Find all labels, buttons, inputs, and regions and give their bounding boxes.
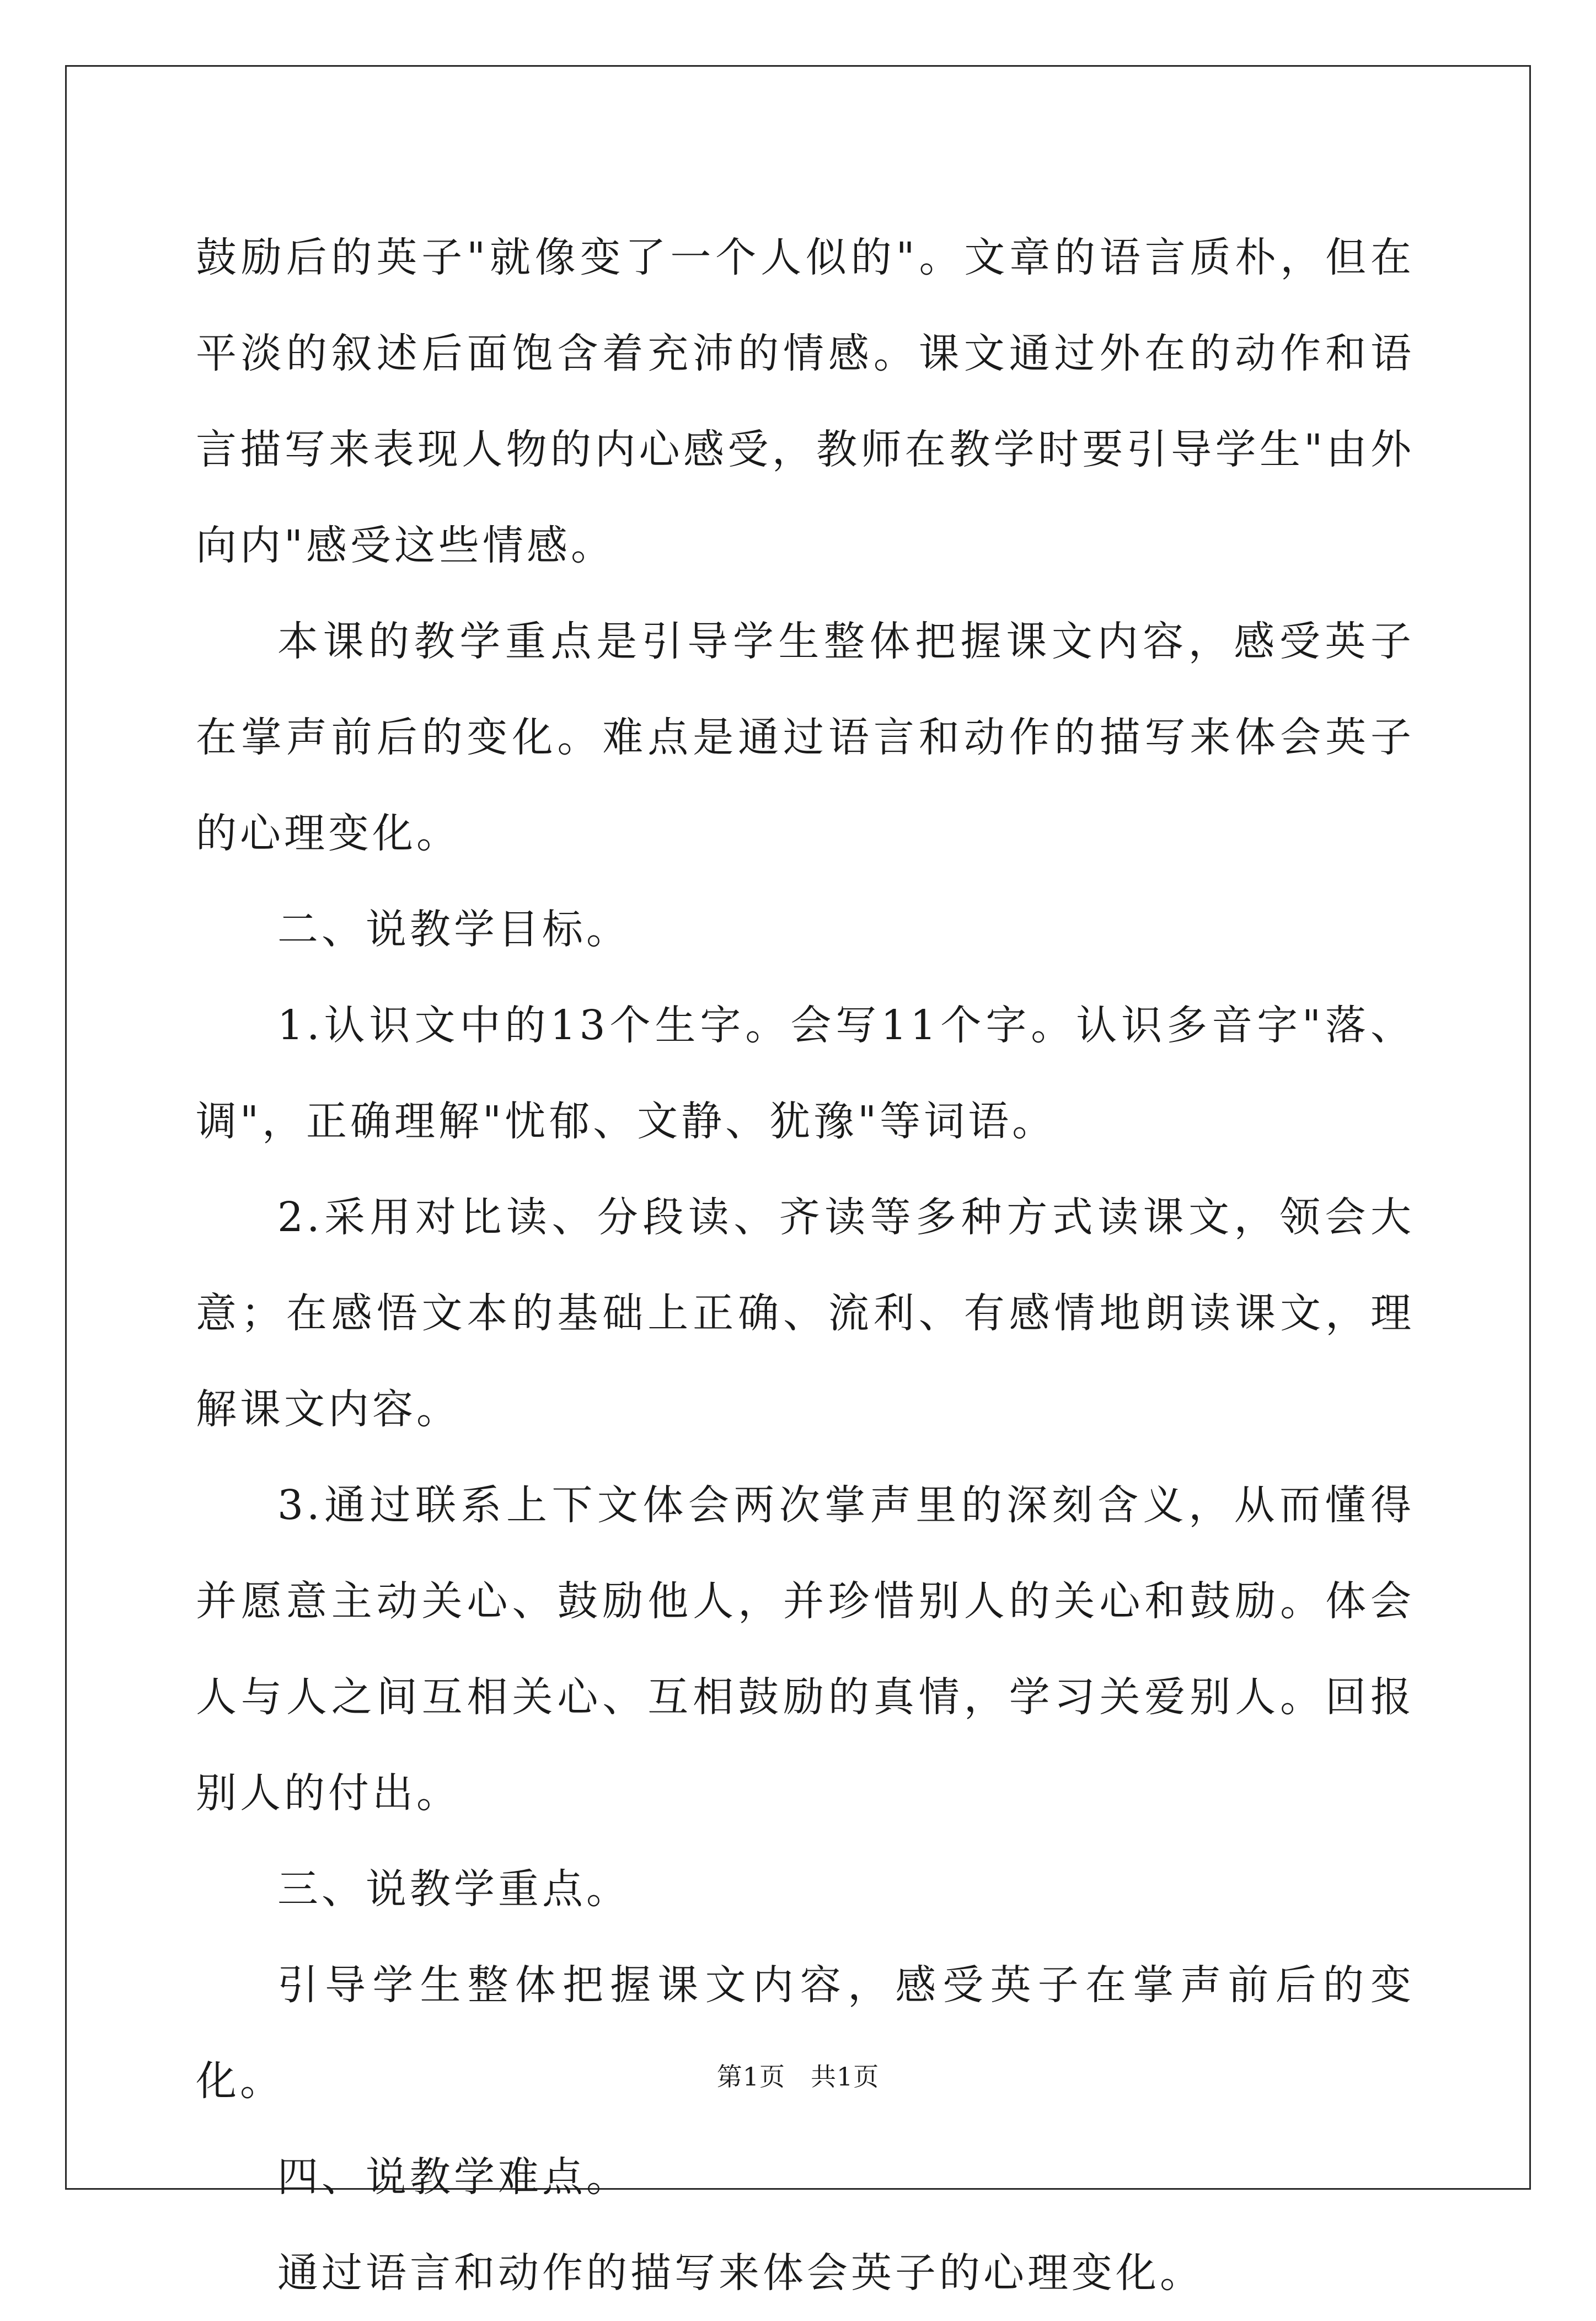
section-heading-key-points: 三、说教学重点。	[277, 1865, 630, 1913]
section-heading-difficulties: 四、说教学难点。	[277, 2153, 630, 2201]
objective-2: 2.采用对比读、分段读、齐读等多种方式读课文，领会大意；在感悟文本的基础上正确、流利、有感情地朗读课文，理解课文内容。	[196, 1194, 1415, 1433]
section-heading-objectives: 二、说教学目标。	[277, 906, 630, 953]
paragraph-2: 本课的教学重点是引导学生整体把握课文内容，感受英子在掌声前后的变化。难点是通过语言和动作的描写来体会英子的心理变化。	[196, 618, 1415, 857]
page-number: 第1页	[716, 2062, 785, 2092]
paragraph-1: 鼓励后的英子"就像变了一个人似的"。文章的语言质朴，但在平淡的叙述后面饱含着充沛的情感。课文通过外在的动作和语言描写来表现人物的内心感受，教师在教学时要引导学生"由外向内"感受这些情感。	[196, 234, 1415, 569]
objective-3: 3.通过联系上下文体会两次掌声里的深刻含义，从而懂得并愿意主动关心、鼓励他人，并珍惜别人的关心和鼓励。体会人与人之间互相关心、互相鼓励的真情，学习关爱别人。回报别人的付出。	[196, 1482, 1415, 1817]
page-footer	[0, 2060, 1596, 2093]
page-total: 共1页	[811, 2062, 880, 2092]
difficulties-text: 通过语言和动作的描写来体会英子的心理变化。	[277, 2249, 1204, 2297]
key-points-text: 引导学生整体把握课文内容，感受英子在掌声前后的变化。	[196, 1961, 1415, 2105]
objective-1: 1.认识文中的13个生字。会写11个字。认识多音字"落、调"，正确理解"忧郁、文静、犹豫"等词语。	[196, 1002, 1415, 1145]
document-body	[196, 210, 1415, 2321]
